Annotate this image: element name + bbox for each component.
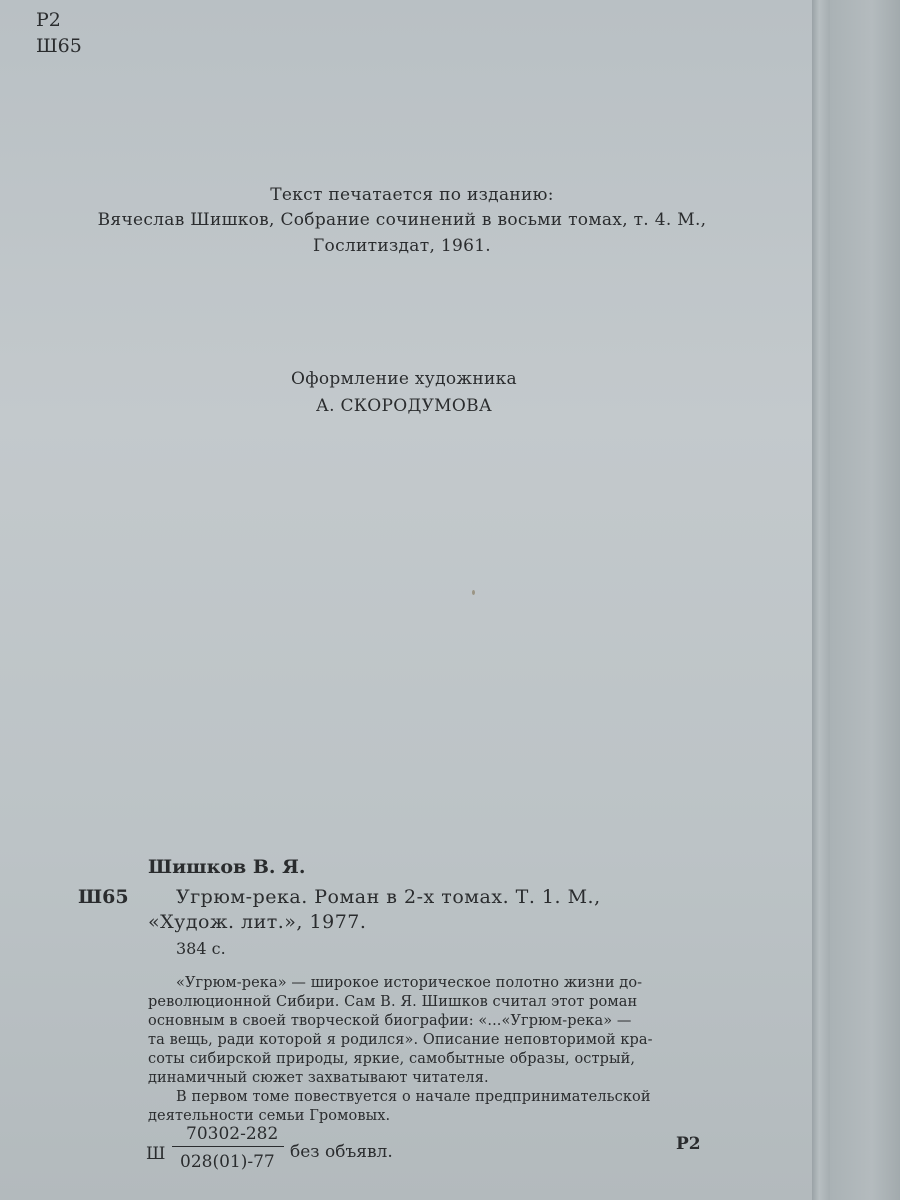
card-title-line1: Угрюм-река. Роман в 2-х томах. Т. 1. М., [176, 886, 601, 908]
card-title-line2: «Худож. лит.», 1977. [148, 911, 367, 933]
author-mark-top: Ш65 [36, 35, 82, 57]
classification-code-top: Р2 [36, 9, 61, 31]
edition-note-line3: Гослитиздат, 1961. [312, 236, 492, 256]
adjacent-page [830, 0, 900, 1200]
footer-note: без объявл. [290, 1142, 393, 1162]
footer-denominator: 028(01)-77 [180, 1152, 275, 1172]
fraction-bar [172, 1146, 284, 1147]
annotation-line: В первом томе повествуется о начале предпринимательской [176, 1089, 651, 1105]
annotation-line: революционной Сибири. Сам В. Я. Шишков считал этот роман [148, 994, 638, 1010]
annotation-line: основным в своей творческой биографии: «...«Угрюм-река» — [148, 1013, 632, 1029]
design-credit-line1: Оформление художника [291, 369, 517, 389]
annotation-line: динамичный сюжет захватывают читателя. [148, 1070, 489, 1086]
design-credit-artist: А. СКОРОДУМОВА [315, 396, 493, 416]
annotation-line: «Угрюм-река» — широкое историческое полотно жизни до- [176, 975, 643, 991]
annotation-line: деятельности семьи Громовых. [148, 1108, 391, 1124]
edition-note-line2: Вячеслав Шишков, Собрание сочинений в восьми томах, т. 4. М., [97, 210, 707, 230]
card-pages: 384 с. [176, 939, 226, 958]
footer-index-letter: Ш [146, 1144, 166, 1164]
footer-numerator: 70302-282 [186, 1124, 279, 1144]
card-author-mark: Ш65 [78, 886, 129, 908]
paper-speck [472, 590, 475, 595]
page-edge [812, 0, 830, 1200]
edition-note-line1: Текст печатается по изданию: [270, 185, 554, 205]
card-author: Шишков В. Я. [148, 856, 306, 878]
annotation-line: та вещь, ради которой я родился». Описание неповторимой кра- [148, 1032, 653, 1048]
annotation-line: соты сибирской природы, яркие, самобытные образы, острый, [148, 1051, 636, 1067]
footer-classification-code: Р2 [676, 1134, 701, 1154]
